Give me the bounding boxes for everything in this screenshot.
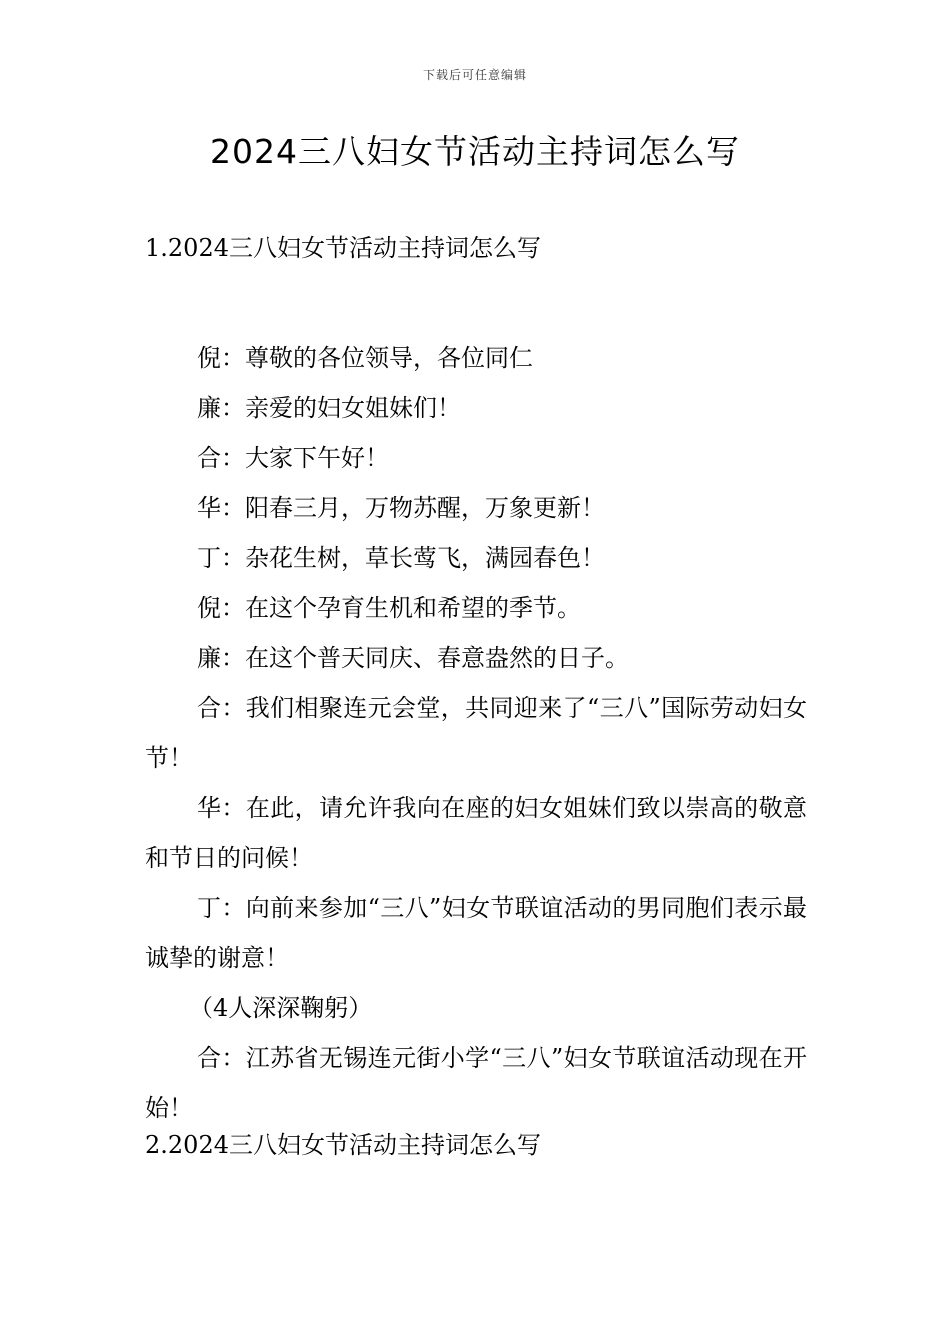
script-line: 廉：在这个普天同庆、春意盎然的日子。 (197, 644, 629, 672)
document-title: 2024三八妇女节活动主持词怎么写 (210, 132, 740, 171)
script-line: 倪：在这个孕育生机和希望的季节。 (197, 594, 581, 622)
script-line: 丁：向前来参加“三八”妇女节联谊活动的男同胞们表示最诚挚的谢意！ (145, 894, 807, 972)
section-heading-1: 1.2024三八妇女节活动主持词怎么写 (145, 234, 541, 262)
script-line: 华：在此，请允许我向在座的妇女姐妹们致以崇高的敬意和节日的问候！ (145, 794, 807, 872)
script-line: 廉：亲爱的妇女姐妹们！ (197, 394, 461, 422)
section-heading-2: 2.2024三八妇女节活动主持词怎么写 (145, 1131, 541, 1159)
stage-direction: （4人深深鞠躬） (189, 994, 373, 1022)
script-line: 合：大家下午好！ (197, 444, 389, 472)
script-body (145, 333, 807, 1133)
script-line: 倪：尊敬的各位领导，各位同仁 (197, 344, 533, 372)
script-line: 合：江苏省无锡连元街小学“三八”妇女节联谊活动现在开始！ (145, 1044, 807, 1122)
script-line: 华：阳春三月，万物苏醒，万象更新！ (197, 494, 605, 522)
script-line: 丁：杂花生树，草长莺飞，满园春色！ (197, 544, 605, 572)
header-note: 下载后可任意编辑 (422, 68, 527, 82)
script-line: 合：我们相聚连元会堂，共同迎来了“三八”国际劳动妇女节！ (145, 694, 807, 772)
